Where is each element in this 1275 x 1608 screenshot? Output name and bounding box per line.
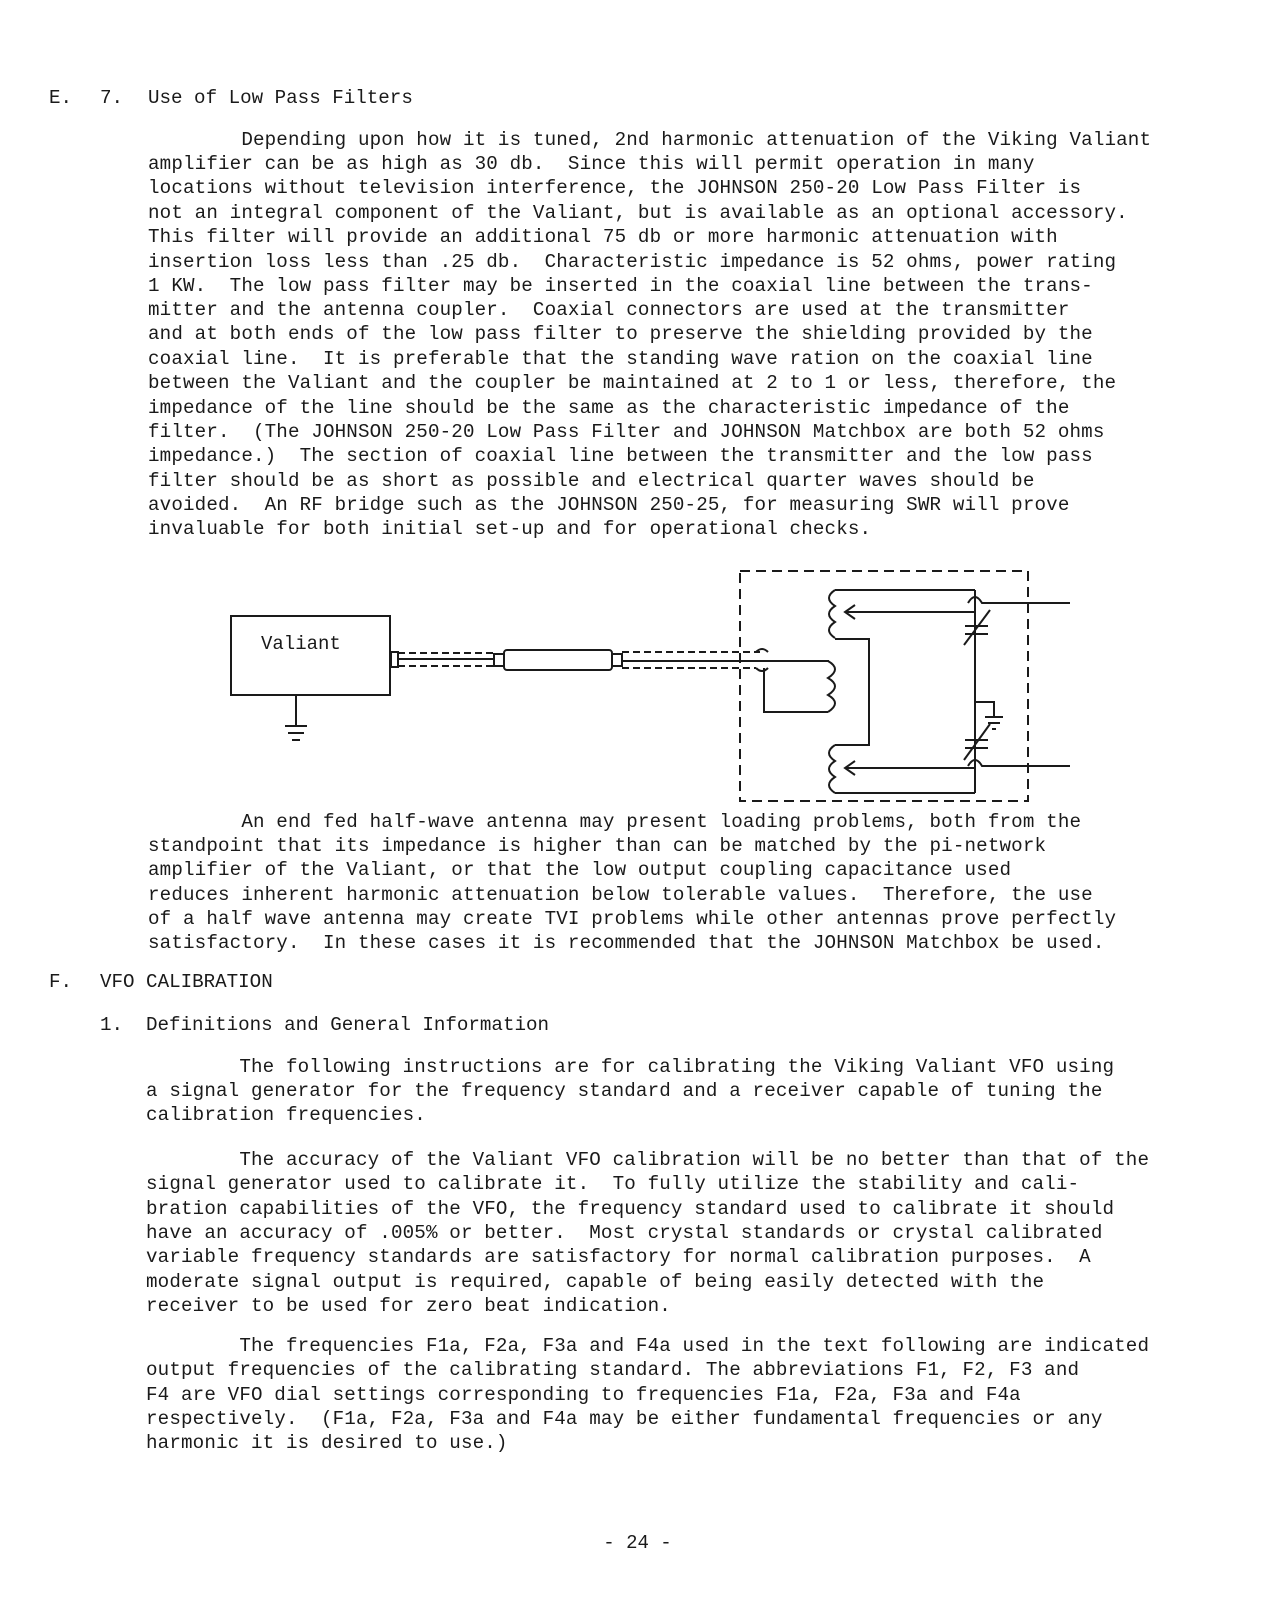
text-line: invaluable for both initial set-up and for operational checks. — [148, 518, 872, 540]
section-f-letter: F. — [49, 971, 73, 993]
text-line: variable frequency standards are satisfactory for normal calibration purposes. A — [146, 1246, 1091, 1268]
text-line: moderate signal output is required, capable of being easily detected with the — [146, 1271, 1045, 1293]
tap-arrows — [845, 605, 975, 775]
ground-symbol-valiant — [285, 695, 307, 740]
text-line: The following instructions are for calibrating the Viking Valiant VFO using — [146, 1056, 1115, 1078]
text-line: filter should be as short as possible and electrical quarter waves should be — [148, 470, 1035, 492]
page-number: - 24 - — [603, 1532, 672, 1554]
text-line: output frequencies of the calibrating standard. The abbreviations F1, F2, F3 and — [146, 1359, 1080, 1381]
section-e-letter: E. — [49, 87, 73, 109]
text-line: harmonic it is desired to use.) — [146, 1432, 508, 1454]
text-line: of a half wave antenna may create TVI problems while other antennas prove perfectly — [148, 908, 1117, 930]
filter-connector-left — [494, 654, 504, 666]
coax-cable-2 — [622, 649, 829, 671]
text-line: This filter will provide an additional 75 db or more harmonic attenuation with — [148, 226, 1058, 248]
text-line: coaxial line. It is preferable that the standing wave ration on the coaxial line — [148, 348, 1093, 370]
text-line: amplifier can be as high as 30 db. Since this will permit operation in many — [148, 153, 1035, 175]
subsection-number: 1. — [100, 1014, 124, 1036]
section-e-title: Use of Low Pass Filters — [148, 87, 413, 109]
variable-capacitor-bottom — [964, 724, 990, 760]
text-line: insertion loss less than .25 db. Characteristic impedance is 52 ohms, power rating — [148, 251, 1117, 273]
text-line: standpoint that its impedance is higher than can be matched by the pi-network — [148, 835, 1047, 857]
section-f-title: VFO CALIBRATION — [100, 971, 273, 993]
section-e-number: 7. — [100, 87, 124, 109]
text-line: not an integral component of the Valiant, but is available as an optional accessory. — [148, 202, 1128, 224]
connector-valiant — [391, 652, 398, 667]
text-line: filter. (The JOHNSON 250-20 Low Pass Filter and JOHNSON Matchbox are both 52 ohms — [148, 421, 1105, 443]
text-line: respectively. (F1a, F2a, F3a and F4a may be either fundamental frequencies or any — [146, 1408, 1103, 1430]
coax-cable-1 — [398, 653, 494, 666]
text-line: Depending upon how it is tuned, 2nd harmonic attenuation of the Viking Valiant — [148, 129, 1152, 151]
variable-capacitor-top — [964, 610, 990, 645]
text-line: An end fed half-wave antenna may present loading problems, both from the — [148, 811, 1082, 833]
text-line: receiver to be used for zero beat indication. — [146, 1295, 671, 1317]
text-line: have an accuracy of .005% or better. Most crystal standards or crystal calibrated — [146, 1222, 1103, 1244]
tank-coils — [829, 590, 975, 793]
text-line: F4 are VFO dial settings corresponding to frequencies F1a, F2a, F3a and F4a — [146, 1384, 1021, 1406]
text-line: avoided. An RF bridge such as the JOHNSON 250-25, for measuring SWR will prove — [148, 494, 1070, 516]
text-line: a signal generator for the frequency standard and a receiver capable of tuning the — [146, 1080, 1103, 1102]
text-line: mitter and the antenna coupler. Coaxial connectors are used at the transmitter — [148, 299, 1070, 321]
subsection-title: Definitions and General Information — [146, 1014, 550, 1036]
text-line: between the Valiant and the coupler be maintained at 2 to 1 or less, therefore, the — [148, 372, 1117, 394]
low-pass-filter-body — [504, 650, 612, 670]
text-line: impedance.) The section of coaxial line between the transmitter and the low pass — [148, 445, 1093, 467]
filter-connector-right — [612, 654, 622, 666]
text-line: locations without television interference, the JOHNSON 250-20 Low Pass Filter is — [148, 177, 1082, 199]
text-line: impedance of the line should be the same as the characteristic impedance of the — [148, 397, 1070, 419]
valiant-box — [231, 616, 390, 695]
text-line: satisfactory. In these cases it is recommended that the JOHNSON Matchbox be used. — [148, 932, 1105, 954]
text-line: reduces inherent harmonic attenuation below tolerable values. Therefore, the use — [148, 884, 1093, 906]
text-line: signal generator used to calibrate it. To fully utilize the stability and cali- — [146, 1173, 1080, 1195]
text-line: 1 KW. The low pass filter may be inserted in the coaxial line between the trans- — [148, 275, 1093, 297]
text-line: The accuracy of the Valiant VFO calibration will be no better than that of the — [146, 1149, 1150, 1171]
link-coil — [764, 661, 835, 712]
text-line: The frequencies F1a, F2a, F3a and F4a used in the text following are indicated — [146, 1335, 1150, 1357]
text-line: calibration frequencies. — [146, 1104, 426, 1126]
text-line: amplifier of the Valiant, or that the low output coupling capacitance used — [148, 859, 1012, 881]
text-line: bration capabilities of the VFO, the frequency standard used to calibrate it should — [146, 1198, 1115, 1220]
text-line: and at both ends of the low pass filter to preserve the shielding provided by the — [148, 323, 1093, 345]
valiant-label: Valiant — [261, 633, 341, 655]
